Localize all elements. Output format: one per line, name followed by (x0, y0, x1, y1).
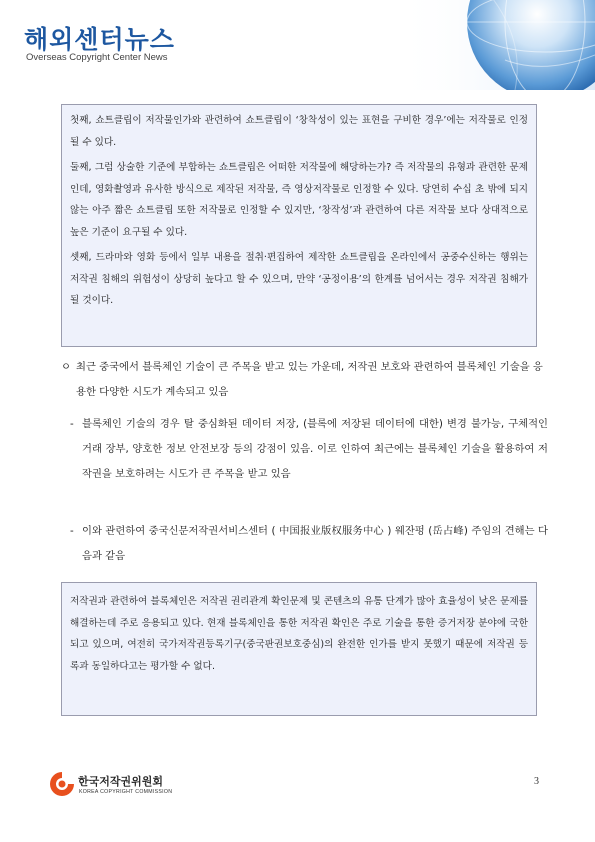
box1-paragraph-2: 둘째, 그럼 상술한 기준에 부합하는 쇼트클립은 어떠한 저작물에 해당하는가? 즉 저작물의 유형과 관련한 문제인데, 영화촬영과 유사한 방식으로 제작된 저작물, 즉 영상저작물로 인정할 수 있다. 당연히 수십 초 밖에 되지 않는 아주 짧은 쇼트클립 또한 저작물로 인정할 수 있지만, ‘창작성’과 관련하여 다른 저작물 보다 상대적으로 높은 기준이 요구될 수 있다. (70, 162, 528, 238)
summary-box-1 (61, 104, 537, 347)
dash-mark: - (70, 418, 74, 430)
org-name-english: KOREA COPYRIGHT COMMISSION (79, 789, 173, 795)
bullet-item (61, 355, 546, 405)
box1-paragraph-3: 셋째, 드라마와 영화 등에서 일부 내용을 절취·편집하여 제작한 쇼트클립을 온라인에서 공중수신하는 행위는 저작권 침해의 위험성이 상당히 높다고 할 수 있으며, 만약 ‘공정이용’의 한계를 넘어서는 경우 저작권 침해가 될 것이다. (70, 252, 528, 306)
commission-logo-icon (48, 770, 76, 798)
page-number: 3 (534, 776, 539, 787)
dash-item-2 (70, 519, 548, 569)
dash-text: 블록체인 기술의 경우 탈 중심화된 데이터 저장, (블록에 저장된 데이터에 대한) 변경 불가능, 구체적인 거래 장부, 양호한 정보 안전보장 등의 강점이 있음. 이로 인하여 최근에는 블록체인 기술을 활용하여 저작권을 보호하려는 시도가 큰 주목을 받고 있음 (82, 418, 548, 480)
newsletter-subtitle: Overseas Copyright Center News (26, 52, 168, 63)
newsletter-title: 해외센터뉴스 (24, 25, 175, 54)
dash-item-1 (70, 412, 548, 487)
dash-mark: - (70, 525, 74, 537)
globe-graphic (395, 0, 595, 90)
summary-box-2 (61, 582, 537, 716)
dash-text: 이와 관련하여 중국신문저작권서비스센터 ( 中国报业版权服务中心 ) 웨잔펑 (岳占峰) 주임의 견해는 다음과 같음 (82, 525, 548, 562)
box2-paragraph-1: 저작권과 관련하여 블록체인은 저작권 권리관계 확인문제 및 콘텐츠의 유통 단계가 많아 효율성이 낮은 문제를 해결하는데 주로 응용되고 있다. 현재 블록체인을 통한 저작권 확인은 주로 기술을 통한 증거저장 분야에 국한되고 있으며, 여전히 국가저작권등록기구(중국판권보호중심)의 완전한 인가를 받지 못했기 때문에 저작권 등록과 동일하다고는 평가할 수 없다. (70, 596, 528, 672)
bullet-mark: ㅇ (61, 361, 71, 373)
org-name: 한국저작권위원회 (78, 775, 164, 788)
page-header (0, 0, 595, 90)
box1-paragraph-1: 첫째, 쇼트클립이 저작물인가와 관련하여 쇼트클립이 ‘창착성이 있는 표현을 구비한 경우’에는 저작물로 인정될 수 있다. (70, 115, 528, 148)
bullet-text: 최근 중국에서 블록체인 기술이 큰 주목을 받고 있는 가운데, 저작권 보호와 관련하여 블록체인 기술을 응용한 다양한 시도가 계속되고 있음 (76, 361, 543, 398)
